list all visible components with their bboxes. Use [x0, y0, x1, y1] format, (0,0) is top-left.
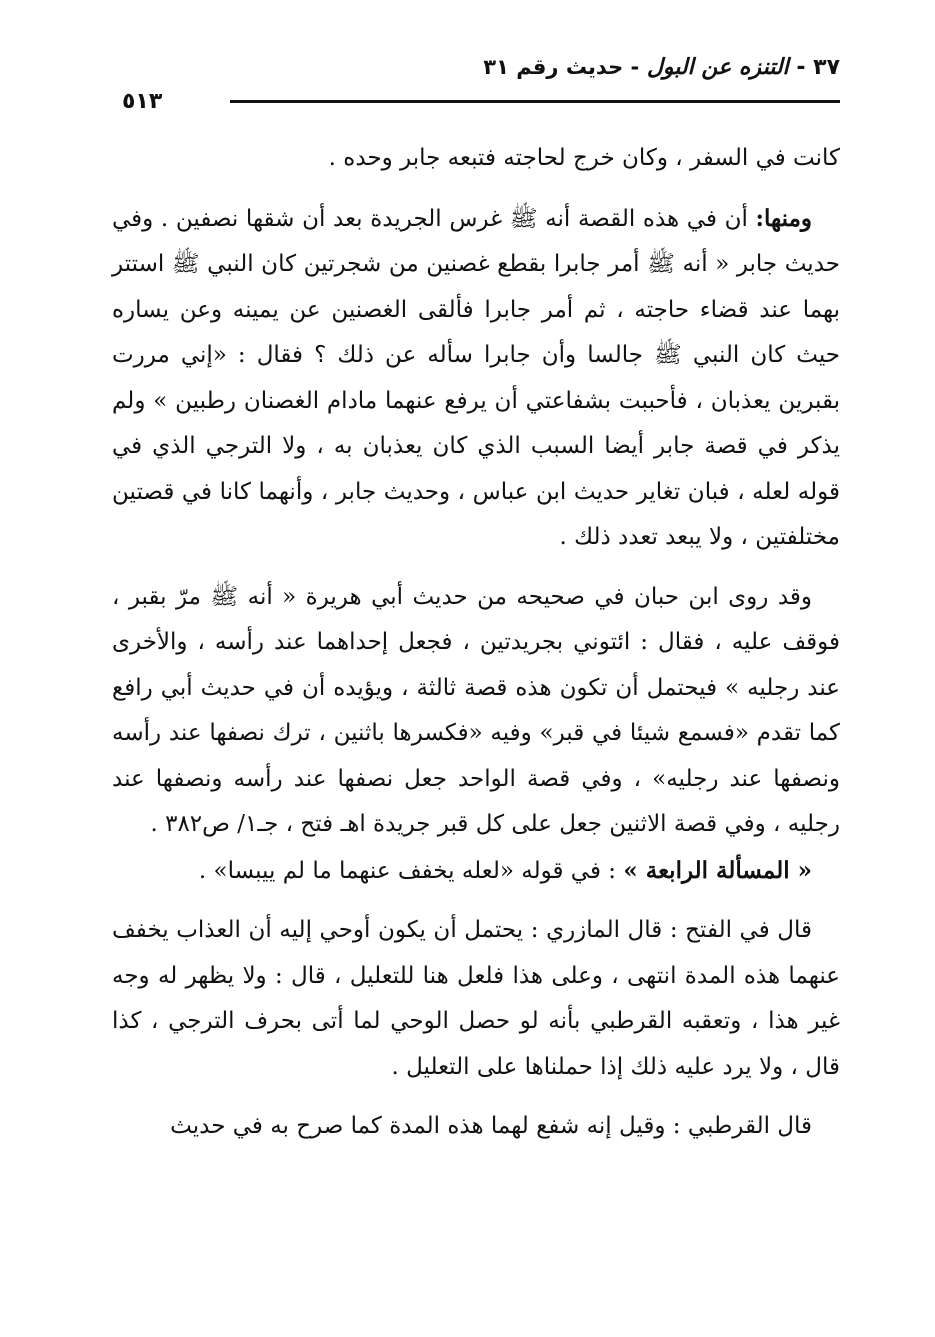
paragraph-6 — [112, 1104, 840, 1150]
running-header — [112, 52, 840, 82]
book-page — [112, 52, 840, 1302]
paragraph-lead: ومنها: — [755, 204, 812, 232]
paragraph-3 — [112, 575, 840, 848]
body-text — [112, 136, 840, 1150]
chapter-number: ٣٧ - — [796, 55, 840, 80]
header-rule — [230, 100, 840, 103]
paragraph-text: وقد روى ابن حبان في صحيحه من حديث أبي هريرة « أنه ﷺ مرّ بقبر ، فوقف عليه ، فقال : ائتوني بجريدتين ، فجعل إحداهما عند رأسه ، والأخرى عند رجليه » فيحتمل أن تكون هذه قصة ثالثة ، ويؤيده أن في حديث أبي رافع كما تقدم «فسمع شيئا في قبر» وفيه «فكسرها باثنين ، ترك نصفها عند رأسه ونصفها عند رجليه» ، وفي قصة الواحد جعل نصفها عند رأسه ونصفها عند رجليه ، وفي قصة الاثنين جعل على كل قبر جريدة اهـ فتح ، جـ١/ ص٣٨٢ . — [112, 583, 840, 837]
paragraph-1 — [112, 136, 840, 182]
page-number: ٥١٣ — [112, 82, 172, 122]
paragraph-text: قال في الفتح : قال المازري : يحتمل أن يكون أوحي إليه أن العذاب يخفف عنهما هذه المدة انتهى ، وعلى هذا فلعل هنا للتعليل ، قال : ولا يظهر له وجه غير هذا ، وتعقبه القرطبي بأنه لو حصل الوحي لما أتى بحرف الترجي ، كذا قال ، ولا يرد عليه ذلك إذا حملناها على التعليل . — [112, 917, 840, 1080]
paragraph-2 — [112, 196, 840, 561]
chapter-title: التنزه عن البول — [646, 55, 789, 80]
section-heading: « المسألة الرابعة » — [623, 856, 812, 884]
paragraph-text: : في قوله «لعله يخفف عنهما ما لم ييبسا» . — [198, 857, 624, 884]
paragraph-text: قال القرطبي : وقيل إنه شفع لهما هذه المدة كما صرح به في حديث — [170, 1113, 812, 1139]
paragraph-text: كانت في السفر ، وكان خرج لحاجته فتبعه جابر وحده . — [328, 145, 840, 171]
paragraph-5 — [112, 908, 840, 1090]
paragraph-text: أن في هذه القصة أنه ﷺ غرس الجريدة بعد أن شقها نصفين . وفي حديث جابر « أنه ﷺ أمر جابرا بقطع غصنين من شجرتين كان النبي ﷺ استتر بهما عند قضاء حاجته ، ثم أمر جابرا فألقى الغصنين عن يمينه وعن يساره حيث كان النبي ﷺ جالسا وأن جابرا سأله عن ذلك ؟ فقال : «إني مررت بقبرين يعذبان ، فأحببت بشفاعتي أن يرفع عنهما مادام الغصنان رطبين » ولم يذكر في قصة جابر أيضا السبب الذي كان يعذبان به ، ولا الترجي الذي في قوله لعله ، فبان تغاير حديث ابن عباس ، وحديث جابر ، وأنهما كانا في قصتين مختلفتين ، ولا يبعد تعدد ذلك . — [112, 205, 840, 550]
hadith-label: - حديث رقم ٣١ — [483, 55, 640, 79]
paragraph-4 — [112, 848, 840, 895]
